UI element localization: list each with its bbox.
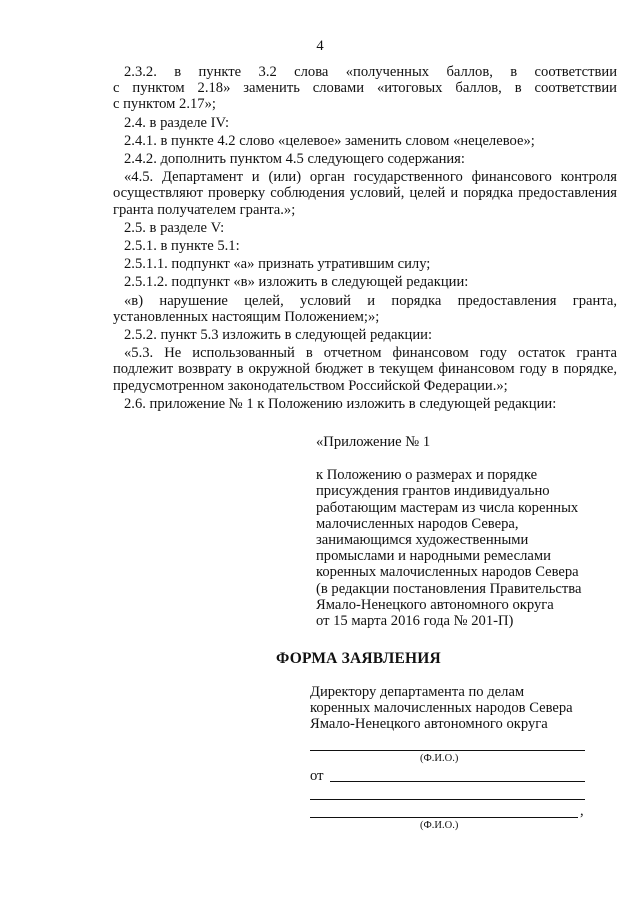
fio-caption-2: (Ф.И.О.) <box>420 820 459 831</box>
appendix-line: занимающимся художественными <box>316 532 529 549</box>
paragraph-4-5: «4.5. Департамент и (или) орган государственного финансового контроля <box>124 169 617 186</box>
paragraph-2-3-2-cont <box>113 80 617 96</box>
amendments-body <box>113 64 617 412</box>
addressee-line: Ямало-Ненецкого автономного округа <box>310 716 548 733</box>
paragraph-2-4-1: 2.4.1. в пункте 4.2 слово «целевое» заменить словом «нецелевое»; <box>124 132 535 149</box>
paragraph-4-5-cont: осуществляют проверку соблюдения условий, целей и порядка предоставления <box>113 185 617 202</box>
appendix-header <box>316 434 616 629</box>
form-title: ФОРМА ЗАЯВЛЕНИЯ <box>276 650 441 667</box>
addressee-block <box>310 684 610 733</box>
paragraph-2-3-2-end <box>113 96 617 112</box>
paragraph-2-5-1-2: 2.5.1.2. подпункт «в» изложить в следующей редакции: <box>124 274 469 291</box>
appendix-line: работающим мастерам из числа коренных <box>316 499 579 516</box>
line: с пунктом 2.17»; <box>113 96 216 113</box>
appendix-line: малочисленных народов Севера, <box>316 515 519 532</box>
from-blank-line[interactable] <box>330 781 585 782</box>
paragraph-2-6: 2.6. приложение № 1 к Положению изложить в следующей редакции: <box>124 395 557 412</box>
paragraph-2-5-1-1: 2.5.1.1. подпункт «а» признать утратившим силу; <box>124 256 431 273</box>
paragraph-2-4: 2.4. в разделе IV: <box>124 114 230 131</box>
paragraph-5-3: «5.3. Не использованный в отчетном финансовом году остаток гранта <box>124 345 617 362</box>
fio-caption: (Ф.И.О.) <box>420 753 459 764</box>
appendix-line: промыслами и народными ремеслами <box>316 548 551 565</box>
paragraph-sub-v-end: установленных настоящим Положением;»; <box>113 308 380 325</box>
applicant-blank-line-2[interactable] <box>310 817 578 818</box>
addressee-line: коренных малочисленных народов Севера <box>310 700 573 717</box>
paragraph-4-5-end: гранта получателем гранта.»; <box>113 201 296 218</box>
line: с пунктом 2.18» заменить словами «итоговых баллов, в соответствии <box>113 80 617 97</box>
appendix-line: коренных малочисленных народов Севера <box>316 564 579 581</box>
paragraph-2-4-2: 2.4.2. дополнить пунктом 4.5 следующего содержания: <box>124 151 465 168</box>
fio-blank-line[interactable] <box>310 750 585 751</box>
line: 2.3.2. в пункте 3.2 слова «полученных баллов, в соответствии <box>124 64 617 80</box>
appendix-line: (в редакции постановления Правительства <box>316 580 582 597</box>
from-label: от <box>310 768 324 784</box>
appendix-line: от 15 марта 2016 года № 201-П) <box>316 613 514 630</box>
comma-mark: , <box>580 803 584 819</box>
appendix-line: Ямало-Ненецкого автономного округа <box>316 596 554 613</box>
paragraph-sub-v: «в) нарушение целей, условий и порядка предоставления гранта, <box>124 292 617 309</box>
applicant-blank-line[interactable] <box>310 799 585 800</box>
page-number: 4 <box>316 38 324 54</box>
paragraph-5-3-cont: подлежит возврату в окружной бюджет в текущем финансовом году в порядке, <box>113 361 617 378</box>
paragraph-2-3-2 <box>113 64 617 80</box>
paragraph-5-3-end: предусмотренном законодательством Российской Федерации.»; <box>113 377 508 394</box>
appendix-line: к Положению о размерах и порядке <box>316 467 538 484</box>
paragraph-2-5-2: 2.5.2. пункт 5.3 изложить в следующей редакции: <box>124 327 433 344</box>
appendix-line: присуждения грантов индивидуально <box>316 483 550 500</box>
paragraph-2-5-1: 2.5.1. в пункте 5.1: <box>124 238 240 255</box>
paragraph-2-5: 2.5. в разделе V: <box>124 219 225 236</box>
addressee-line: Директору департамента по делам <box>310 684 525 700</box>
appendix-title: «Приложение № 1 <box>316 434 431 450</box>
